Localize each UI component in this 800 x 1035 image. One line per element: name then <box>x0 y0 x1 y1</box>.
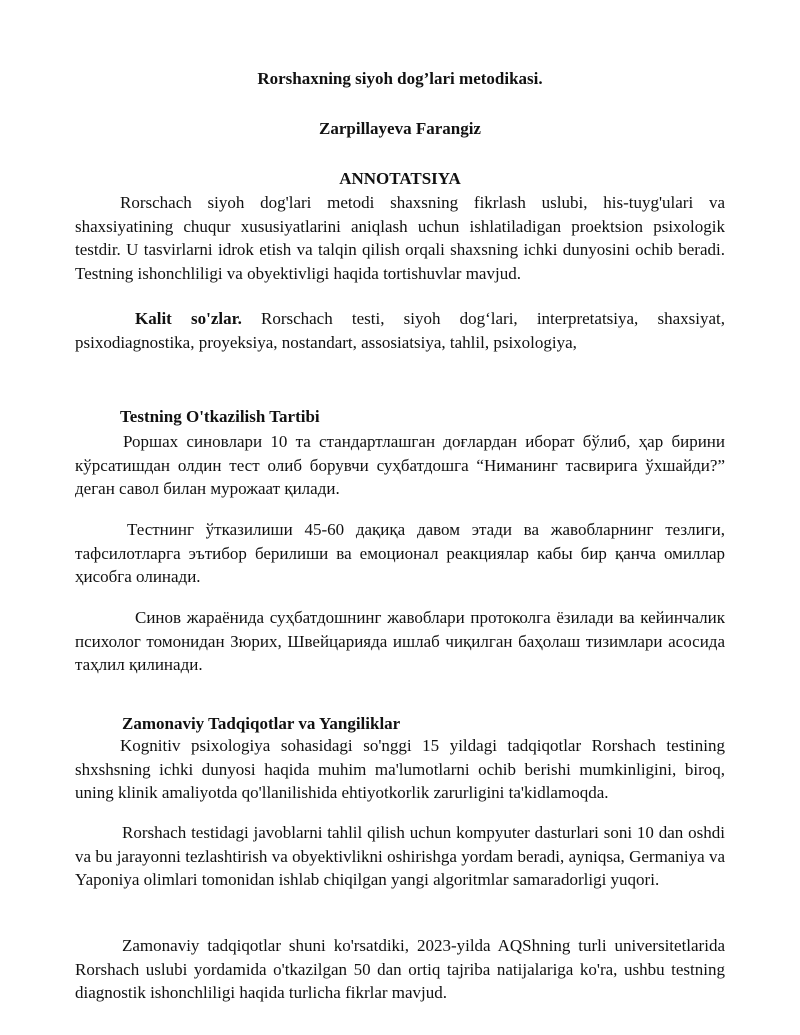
author-name: Zarpillayeva Farangiz <box>319 119 481 138</box>
keywords-paragraph <box>75 307 725 354</box>
keywords-label: Kalit so'zlar. <box>135 309 242 328</box>
procedure-paragraph-3: Синов жараёнида суҳбатдошнинг жавоблари протоколга ёзилади ва кейинчалик психолог томонидан Зюрих, Швейцарияда ишлаб чиқилган баҳолаш тизимлари асосида таҳлил қилинади. <box>75 608 725 674</box>
section-heading-procedure: Testning O'tkazilish Tartibi <box>120 407 320 426</box>
section-heading-research: Zamonaviy Tadqiqotlar va Yangiliklar <box>122 714 401 733</box>
annotation-heading: ANNOTATSIYA <box>339 169 461 188</box>
procedure-paragraph-1: Роршах синовлари 10 та стандартлашган доғлардан иборат бўлиб, ҳар бирини кўрсатишдан олдин тест олиб борувчи суҳбатдошга “Ниманинг тасвирига ўхшайди?” деган савол билан мурожаат қилади. <box>75 432 725 498</box>
document-title: Rorshaxning siyoh dog’lari metodikasi. <box>257 69 543 88</box>
research-paragraph-3: Zamonaviy tadqiqotlar shuni ko'rsatdiki, 2023-yilda AQShning turli universitetlarida Rorshach uslubi yordamida o'tkazilgan 50 dan ortiq tajriba natijalariga ko'ra, ushbu testning diagnostik ishonchliligi haqida turlicha fikrlar mavjud. <box>75 936 725 1002</box>
procedure-paragraph-2: Тестнинг ўтказилиши 45-60 дақиқа давом этади ва жавобларнинг тезлиги, тафсилотларга эътибор берилиши ва емоционал реакциялар кабы бир қанча омиллар ҳисобга олинади. <box>75 520 725 586</box>
research-paragraph-2: Rorshach testidagi javoblarni tahlil qilish uchun kompyuter dasturlari soni 10 dan oshdi va bu jarayonni tezlashtirish va obyektivlikni oshirishga yordam beradi, ayniqsa, Germaniya va Yaponiya olimlari tomonidan ishlab chiqilgan yangi algoritmlar samaradorligi yuqori. <box>75 823 725 889</box>
annotation-paragraph: Rorschach siyoh dog'lari metodi shaxsning fikrlash uslubi, his-tuyg'ulari va shaxsiyatining chuqur xususiyatlarini aniqlash uchun ishlatiladigan proektsion psixologik testdir. U tasvirlarni idrok etish va talqin qilish orqali shaxsning ichki dunyosini ochib beradi. Testning ishonchliligi va obyektivligi haqida tortishuvlar mavjud. <box>75 193 725 283</box>
keywords-list: Rorschach testi, siyoh dog‘lari, interpretatsiya, shaxsiyat, psixodiagnostika, proyeksiya, nostandart, assosiatsiya, tahlil, psixologiya, <box>75 309 725 352</box>
research-paragraph-1: Kognitiv psixologiya sohasidagi so'nggi 15 yildagi tadqiqotlar Rorshach testining shxshsning ichki dunyosi haqida muhim ma'lumotlarni ochib berishi mumkinligini, biroq, uning klinik amaliyotda qo'llanilishida ehtiyotkorlik zarurligini ta'kidlamoqda. <box>75 736 725 802</box>
